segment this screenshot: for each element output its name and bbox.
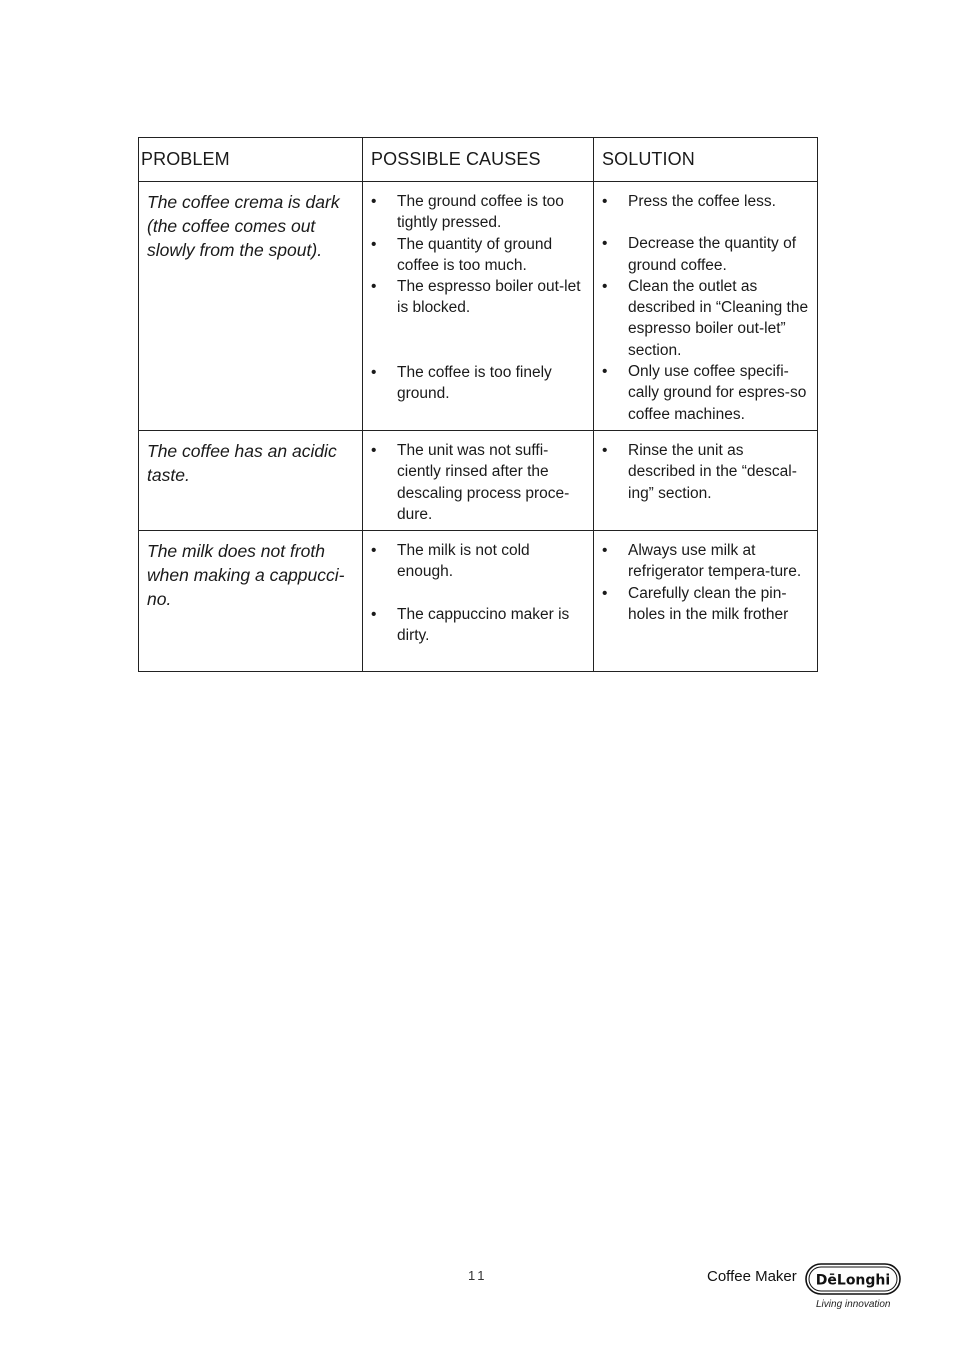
list-item: • The quantity of ground coffee is too much.	[371, 234, 585, 277]
problem-text: The coffee has an acidic taste.	[147, 441, 337, 485]
table-row	[139, 431, 818, 531]
problem-cell	[139, 531, 363, 672]
troubleshooting-table	[138, 137, 818, 672]
table-header-row	[139, 138, 818, 182]
header-possible-causes: POSSIBLE CAUSES	[363, 138, 594, 182]
solutions-list	[594, 531, 817, 625]
list-item: • The espresso boiler out-let is blocked.	[371, 276, 585, 319]
list-item: • Always use milk at refrigerator tempera-ture.	[602, 540, 809, 583]
list-item: • The cappuccino maker is dirty.	[371, 604, 585, 647]
causes-list	[363, 182, 593, 404]
causes-list	[363, 531, 593, 646]
solutions-list	[594, 182, 817, 425]
causes-cell	[363, 531, 594, 672]
table-row	[139, 182, 818, 431]
solution-cell	[594, 531, 818, 672]
problem-text: The coffee crema is dark (the coffee comes out slowly from the spout).	[147, 192, 340, 260]
causes-list	[363, 431, 593, 525]
solutions-list	[594, 431, 817, 504]
svg-text:DēLonghi: DēLonghi	[815, 1272, 891, 1289]
problem-cell	[139, 431, 363, 531]
solution-cell	[594, 431, 818, 531]
list-item: • The ground coffee is too tightly pressed.	[371, 191, 585, 234]
list-item: • Press the coffee less.	[602, 191, 809, 212]
list-item: • The coffee is too finely ground.	[371, 362, 585, 405]
causes-cell	[363, 182, 594, 431]
header-solution: SOLUTION	[594, 138, 818, 182]
list-item: • Decrease the quantity of ground coffee.	[602, 233, 809, 276]
list-item: • Clean the outlet as described in “Cleaning the espresso boiler out-let” section.	[602, 276, 809, 361]
list-item: • Carefully clean the pin-holes in the milk frother	[602, 583, 809, 626]
header-problem: PROBLEM	[139, 138, 363, 182]
table-row	[139, 531, 818, 672]
problem-text: The milk does not froth when making a cappucci-no.	[147, 541, 345, 609]
footer-title: Coffee Maker	[707, 1268, 797, 1285]
list-item: • Only use coffee specifi-cally ground for espres-so coffee machines.	[602, 361, 809, 425]
list-item: • Rinse the unit as described in the “descal-ing” section.	[602, 440, 809, 504]
delonghi-logo	[805, 1263, 901, 1295]
list-item: • The milk is not cold enough.	[371, 540, 585, 583]
page-number: 11	[468, 1268, 488, 1283]
solution-cell	[594, 182, 818, 431]
problem-cell	[139, 182, 363, 431]
causes-cell	[363, 431, 594, 531]
list-item: • The unit was not suffi-ciently rinsed after the descaling process proce-dure.	[371, 440, 585, 525]
brand-tagline: Living innovation	[816, 1299, 891, 1310]
